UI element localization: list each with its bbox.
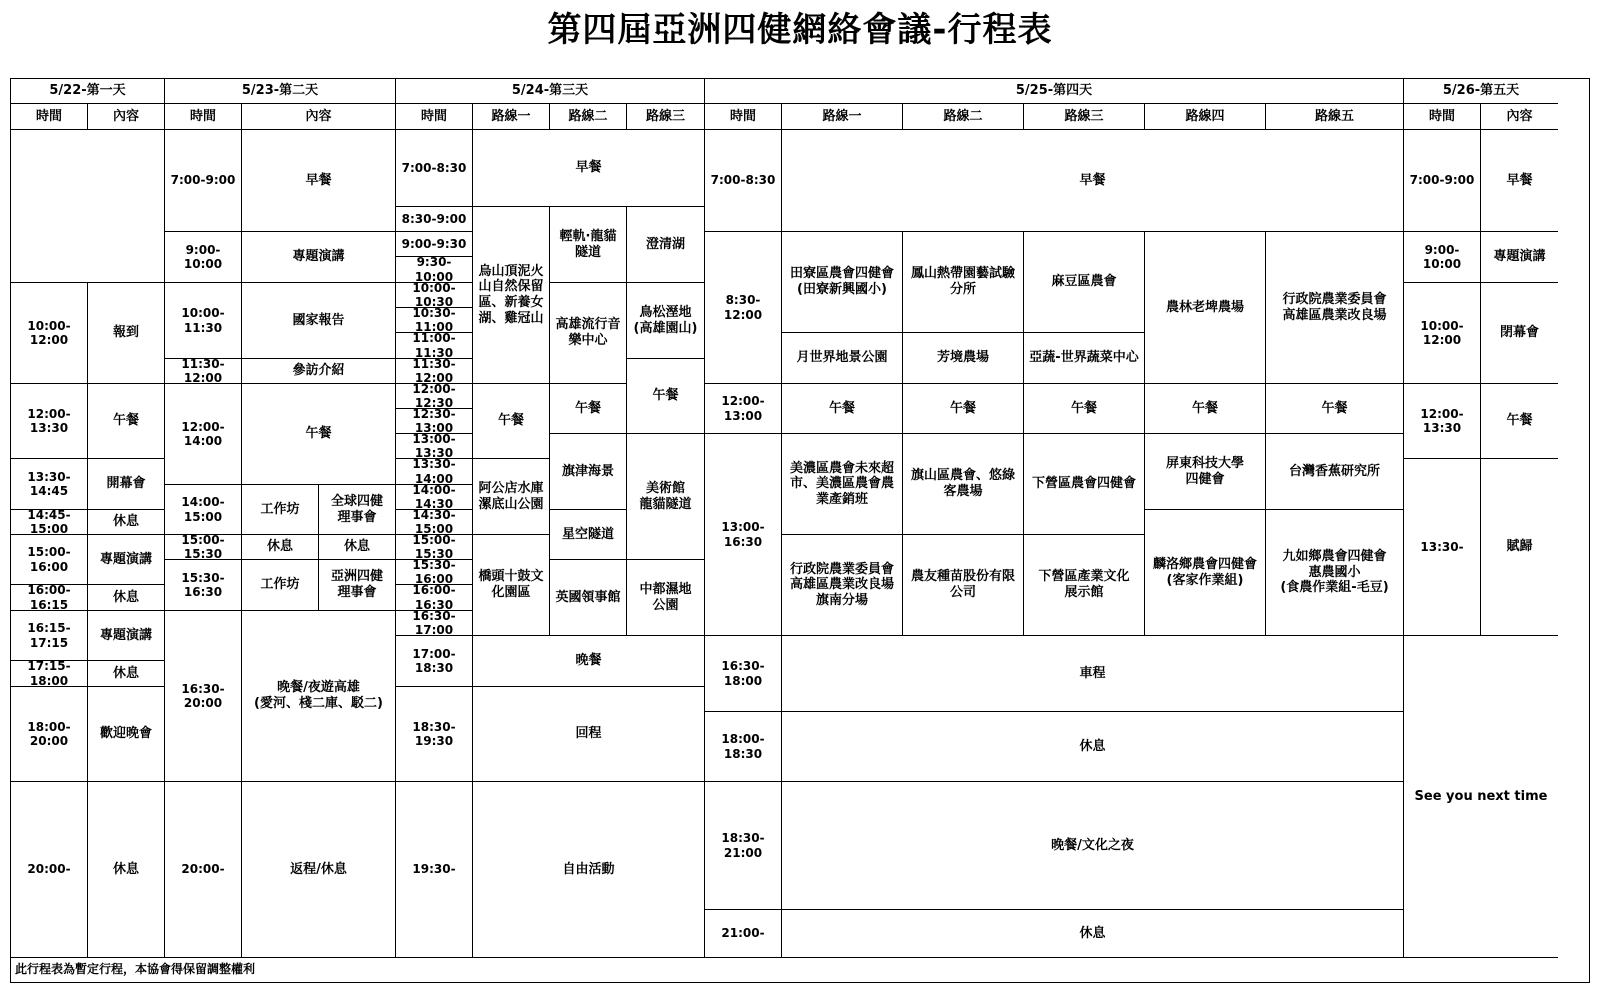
day3-time: 16:30-17:00 [396,611,473,636]
day1-time-header: 時間 [11,104,88,130]
day2-time: 15:30-16:30 [165,560,242,611]
day4-route3-stop: 亞蔬-世界蔬菜中心 [1024,333,1145,384]
day3-time: 7:00-8:30 [396,130,473,207]
day1-content-header: 內容 [88,104,165,130]
day5-content: 早餐 [1481,130,1558,232]
day3-route1-lunch: 午餐 [473,384,550,459]
day4-route3-stop: 麻豆區農會 [1024,232,1145,333]
day4-time: 18:30-21:00 [705,782,782,910]
day4-route1-lunch: 午餐 [782,384,903,434]
day3-route3-stop: 澄清湖 [627,207,705,283]
day3-route3-lunch: 午餐 [627,359,705,434]
day2-time: 16:30-20:00 [165,611,242,782]
day5-time: 10:00-12:00 [1404,283,1481,384]
day1-content: 休息 [88,661,165,687]
day5-time: 7:00-9:00 [1404,130,1481,232]
day1-time: 16:15-17:15 [11,611,88,661]
day4-time: 8:30-12:00 [705,232,782,384]
day4-header: 5/25-第四天 [705,79,1404,104]
day2-content: 國家報告 [242,283,396,359]
day2-content: 休息 [242,535,319,560]
day3-time: 11:00-11:30 [396,333,473,359]
day3-header: 5/24-第三天 [396,79,705,104]
day1-content: 休息 [88,510,165,535]
day5-time: 12:00-13:30 [1404,384,1481,459]
day4-route2-stop: 農友種苗股份有限 公司 [903,535,1024,636]
day1-time: 10:00-12:00 [11,283,88,384]
day2-time: 7:00-9:00 [165,130,242,232]
day1-content: 歡迎晚會 [88,687,165,782]
day3-time: 11:30-12:00 [396,359,473,384]
day4-time: 13:00-16:30 [705,434,782,636]
day1-content: 專題演講 [88,611,165,661]
day4-route2-lunch: 午餐 [903,384,1024,434]
day2-content: 專題演講 [242,232,396,283]
day2-content-header: 內容 [242,104,396,130]
day5-time-header: 時間 [1404,104,1481,130]
day4-route5-lunch: 午餐 [1266,384,1404,434]
day3-time-header: 時間 [396,104,473,130]
day4-route2-stop: 芳境農場 [903,333,1024,384]
day4-route2-stop: 旗山區農會、悠綠 客農場 [903,434,1024,535]
day5-content: 專題演講 [1481,232,1558,283]
day4-time: 18:00-18:30 [705,712,782,782]
day2-time: 20:00- [165,782,242,958]
day3-time: 9:30-10:00 [396,257,473,283]
page-title: 第四屆亞洲四健網絡會議-行程表 [547,10,1053,50]
day2-time: 12:00-14:00 [165,384,242,485]
day3-route1-stop: 阿公店水庫 漯底山公園 [473,459,550,535]
day3-route3-stop: 美術館 龍貓隧道 [627,434,705,560]
day3-dinner: 晚餐 [473,636,705,687]
day1-content: 報到 [88,283,165,384]
day3-route2-stop: 輕軌·龍貓 隧道 [550,207,627,283]
day4-route3-stop: 下營區農會四健會 [1024,434,1145,535]
day3-time: 17:00-18:30 [396,636,473,687]
day4-route5-header: 路線五 [1266,104,1404,130]
day2-time: 15:00-15:30 [165,535,242,560]
day2-content: 參訪介紹 [242,359,396,384]
day2-content: 早餐 [242,130,396,232]
day3-route3-stop: 鳥松溼地 (高雄園山) [627,283,705,359]
day4-route1-header: 路線一 [782,104,903,130]
day1-empty-slot [11,130,165,283]
day2-content: 亞洲四健 理事會 [319,560,396,611]
day4-route3-header: 路線三 [1024,104,1145,130]
day4-route4-stop: 屏東科技大學 四健會 [1145,434,1266,510]
day4-route3-lunch: 午餐 [1024,384,1145,434]
day3-time: 13:30-14:00 [396,459,473,485]
day4-time: 12:00-13:00 [705,384,782,434]
day2-content: 全球四健 理事會 [319,485,396,535]
day1-time: 13:30-14:45 [11,459,88,510]
day2-content: 工作坊 [242,485,319,535]
day2-content: 工作坊 [242,560,319,611]
day5-content: 賦歸 [1481,459,1558,636]
day1-header: 5/22-第一天 [11,79,165,104]
day3-time: 19:30- [396,782,473,958]
day3-time: 14:00-14:30 [396,485,473,510]
footer-note: 此行程表為暫定行程，本協會得保留調整權利 [15,962,256,977]
day1-content: 開幕會 [88,459,165,510]
day4-route4-lunch: 午餐 [1145,384,1266,434]
day3-time: 15:00-15:30 [396,535,473,560]
day4-route1-stop: 美濃區農會未來超 市、美濃區農會農 業產銷班 [782,434,903,535]
day1-time: 14:45-15:00 [11,510,88,535]
day3-breakfast: 早餐 [473,130,705,207]
day4-route2-header: 路線二 [903,104,1024,130]
day5-content: 午餐 [1481,384,1558,459]
day3-free-activity: 自由活動 [473,782,705,958]
day1-time: 20:00- [11,782,88,958]
day4-route1-stop: 月世界地景公園 [782,333,903,384]
day3-route2-stop: 旗津海景 [550,434,627,510]
day3-route3-stop: 中都濕地 公園 [627,560,705,636]
day2-content: 返程/休息 [242,782,396,958]
day1-content: 休息 [88,782,165,958]
day3-time: 15:30-16:00 [396,560,473,585]
day2-time: 11:30-12:00 [165,359,242,384]
day3-time: 8:30-9:00 [396,207,473,232]
day4-route5-stop: 九如鄉農會四健會 惠農國小 (食農作業組-毛豆) [1266,510,1404,636]
day3-route1-stop: 烏山頂泥火 山自然保留 區、新養女 湖、雞冠山 [473,207,550,384]
day1-content: 休息 [88,585,165,611]
day4-route1-stop: 田寮區農會四健會 (田寮新興國小) [782,232,903,333]
day2-time: 10:00-11:30 [165,283,242,359]
day3-route2-stop: 星空隧道 [550,510,627,560]
day2-time-header: 時間 [165,104,242,130]
day1-time: 17:15-18:00 [11,661,88,687]
day5-content-header: 內容 [1481,104,1558,130]
day3-time: 9:00-9:30 [396,232,473,257]
day5-time: 9:00-10:00 [1404,232,1481,283]
day1-time: 16:00-16:15 [11,585,88,611]
day5-time: 13:30- [1404,459,1481,636]
day5-farewell: See you next time [1404,636,1558,958]
day4-time: 21:00- [705,910,782,958]
day4-time: 16:30-18:00 [705,636,782,712]
day4-time-header: 時間 [705,104,782,130]
day3-route3-header: 路線三 [627,104,705,130]
day1-time: 18:00-20:00 [11,687,88,782]
day4-rest: 休息 [782,712,1404,782]
day4-bus-ride: 車程 [782,636,1404,712]
day3-route1-header: 路線一 [473,104,550,130]
day3-route2-stop: 英國領事館 [550,560,627,636]
day5-content: 閉幕會 [1481,283,1558,384]
day4-route4-header: 路線四 [1145,104,1266,130]
day4-rest: 休息 [782,910,1404,958]
day4-route3-stop: 下營區產業文化 展示館 [1024,535,1145,636]
day3-route1-stop: 橋頭十鼓文 化園區 [473,535,550,636]
day3-route2-stop: 高雄流行音 樂中心 [550,283,627,384]
day3-time: 16:00-16:30 [396,585,473,611]
day4-route5-stop: 行政院農業委員會 高雄區農業改良場 [1266,232,1404,384]
day3-return: 回程 [473,687,705,782]
day4-breakfast: 早餐 [782,130,1404,232]
day3-time: 12:30-13:00 [396,409,473,434]
day3-time: 10:00-10:30 [396,283,473,308]
day3-time: 18:30-19:30 [396,687,473,782]
day2-content: 午餐 [242,384,396,485]
day4-route1-stop: 行政院農業委員會 高雄區農業改良場 旗南分場 [782,535,903,636]
day2-content: 晚餐/夜遊高雄 (愛河、棧二庫、駁二) [242,611,396,782]
day3-time: 12:00-12:30 [396,384,473,409]
day5-header: 5/26-第五天 [1404,79,1558,104]
day3-route2-header: 路線二 [550,104,627,130]
day3-route2-lunch: 午餐 [550,384,627,434]
day4-dinner: 晚餐/文化之夜 [782,782,1404,910]
schedule-table [10,78,1590,983]
day2-time: 14:00-15:00 [165,485,242,535]
day2-content: 休息 [319,535,396,560]
day2-header: 5/23-第二天 [165,79,396,104]
day1-content: 午餐 [88,384,165,459]
day4-route2-stop: 鳳山熱帶園藝試驗 分所 [903,232,1024,333]
day1-time: 12:00-13:30 [11,384,88,459]
day2-time: 9:00-10:00 [165,232,242,283]
day4-route5-stop: 台灣香蕉研究所 [1266,434,1404,510]
day3-time: 14:30-15:00 [396,510,473,535]
day4-time: 7:00-8:30 [705,130,782,232]
day4-route4-stop: 麟洛鄉農會四健會 (客家作業組) [1145,510,1266,636]
day3-time: 10:30-11:00 [396,308,473,333]
day4-route4-stop: 農林老埤農場 [1145,232,1266,384]
day3-time: 13:00-13:30 [396,434,473,459]
day1-time: 15:00-16:00 [11,535,88,585]
day1-content: 專題演講 [88,535,165,585]
